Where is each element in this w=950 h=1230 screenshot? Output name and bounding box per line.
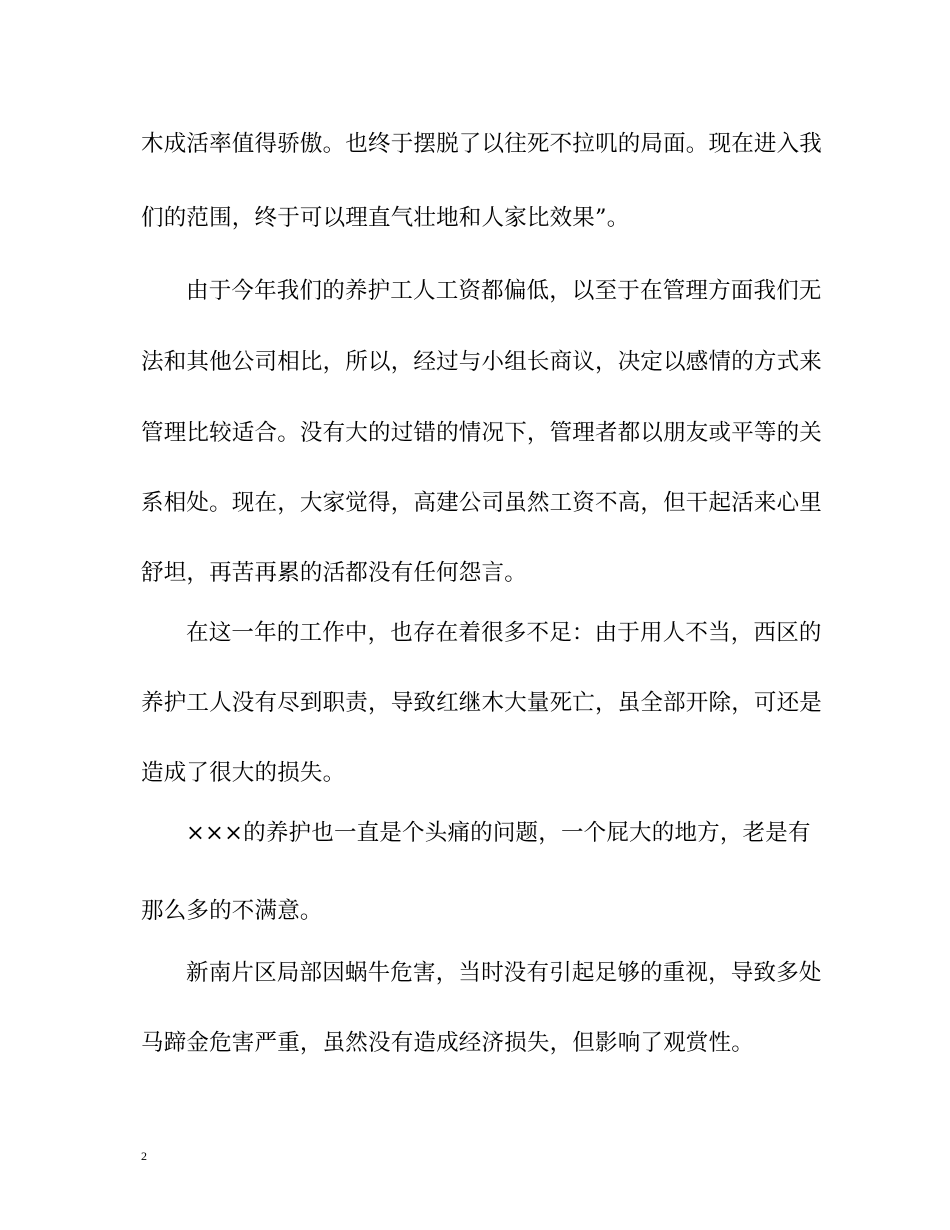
text-line: 法和其他公司相比，所以，经过与小组长商议，决定以感情的方式来 [141,349,823,375]
paragraph-start-line: 由于今年我们的养护工人工资都偏低，以至于在管理方面我们无 [186,278,822,304]
page-number: 2 [141,1149,147,1163]
paragraph-start-line: ×××的养护也一直是个头痛的问题，一个屁大的地方，老是有 [186,820,811,846]
paragraph-start-line: 在这一年的工作中，也存在着很多不足：由于用人不当，西区的 [186,620,822,646]
text-line: 造成了很大的损失。 [141,760,346,786]
text-line: 养护工人没有尽到职责，导致红继木大量死亡，虽全部开除，可还是 [141,690,823,716]
text-line: 系相处。现在，大家觉得，高建公司虽然工资不高，但干起活来心里 [141,490,823,516]
paragraph-start-line: 新南片区局部因蜗牛危害，当时没有引起足够的重视，导致多处 [186,960,822,986]
text-line: 马蹄金危害严重，虽然没有造成经济损失，但影响了观赏性。 [141,1030,754,1056]
text-line: 那么多的不满意。 [141,898,323,924]
text-line: 管理比较适合。没有大的过错的情况下，管理者都以朋友或平等的关 [141,420,823,446]
text-line: 木成活率值得骄傲。也终于摆脱了以往死不拉叽的局面。现在进入我 [141,131,823,157]
text-line: 们的范围，终于可以理直气壮地和人家比效果”。 [141,205,630,231]
text-line: 舒坦，再苦再累的活都没有任何怨言。 [141,560,527,586]
